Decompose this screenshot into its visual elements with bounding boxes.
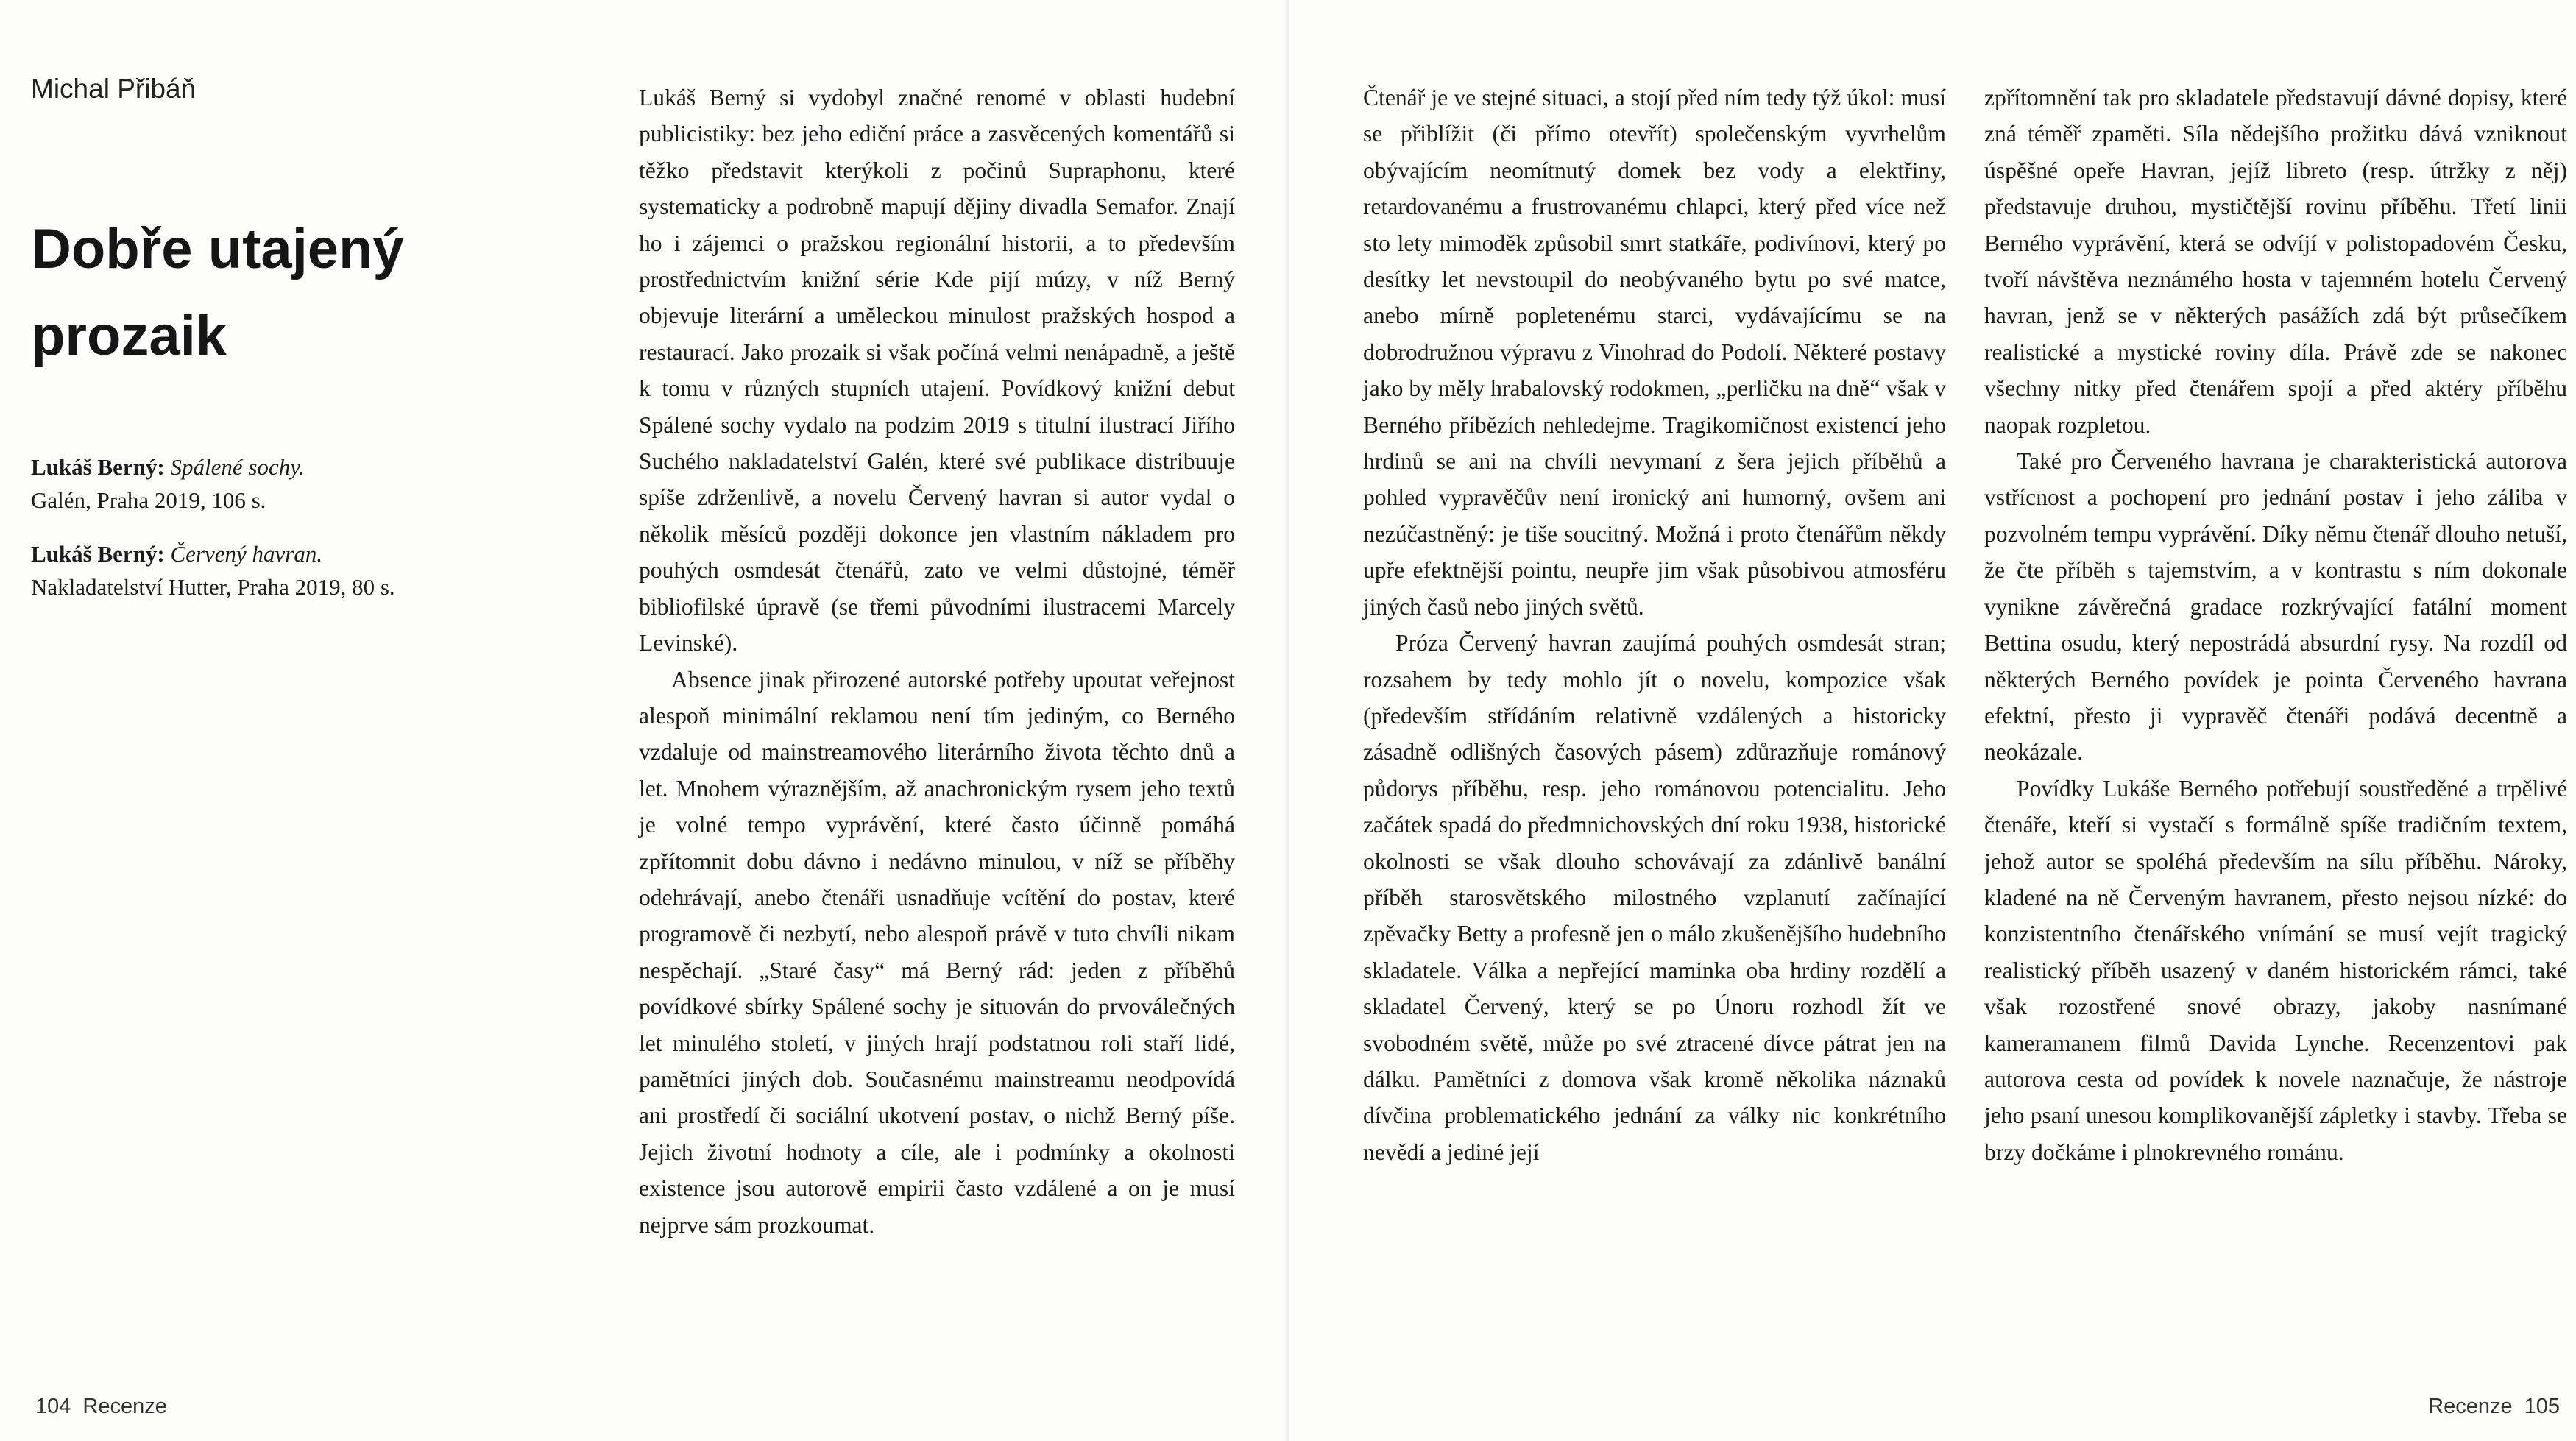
paragraph: zpřítomnění tak pro skladatele představují dávné dopisy, které zná téměř zpaměti. Síla nědejšího prožitku dává vzniknout úspěšné opeře Havran, jejíž libreto (resp. útržky z něj) představuje druhou, mystičtější rovinu příběhu. Třetí linii Berného vyprávění, která se odvíjí v polistopadovém Česku, tvoří návštěva neznámého hosta v tajemném hotelu Červený havran, jenž se v některých pasážích zdá být průsečíkem realistické a mystické roviny díla. Právě zde se nakonec všechny nitky před čtenářem spojí a před aktéry příběhu naopak rozpletou.	[1984, 85, 2567, 438]
text-column-3	[1984, 79, 2567, 1170]
book-author: Lukáš Berný:	[31, 541, 165, 567]
section-name: Recenze	[82, 1395, 167, 1418]
paragraph: Povídky Lukáše Berného potřebují soustředěné a trpělivé čtenáře, kteří si vystačí s formálně spíše tradičním textem, jehož autor se spoléhá především na sílu příběhu. Nároky, kladené na ně Červeným havranem, přesto nejsou nízké: do konzistentního čtenářského vnímání se musí vejít tragický realistický příběh usazený v daném historickém rámci, také však rozostřené snové obrazy, jakoby nasnímané kameramanem filmů Davida Lynche. Recenzentovi pak autorova cesta od povídek k novele naznačuje, že nástroje jeho psaní unesou komplikovanější zápletky i stavby. Třeba se brzy dočkáme i plnokrevného románu.	[1984, 775, 2567, 1165]
left-page	[0, 0, 1287, 1441]
text-column-2	[1363, 79, 1946, 1170]
paragraph: Absence jinak přirozené autorské potřeby upoutat veřejnost alespoň minimální reklamou není tím jediným, co Berného vzdaluje od mainstreamového literárního života těchto dnů a let. Mnohem výraznějším, až anachronickým rysem jeho textů je volné tempo vyprávění, které často účinně pomáhá zpřítomnit dobu dávno i nedávno minulou, v níž se příběhy odehrávají, anebo čtenáři usnadňuje vcítění do postav, které programově či nezbytí, nebo alespoň právě v tuto chvíli nikam nespěchají. „Staré časy“ má Berný rád: jeden z příběhů povídkové sbírky Spálené sochy je situován do prvoválečných let minulého století, v jiných hrají podstatnou roli staří lidé, pamětníci jiných dob. Současnému mainstreamu neodpovídá ani prostředí či sociální ukotvení postav, o nichž Berný píše. Jejich životní hodnoty a cíle, ale i podmínky a okolnosti existence jsou autorově empirii často vzdálené a on je musí nejprve sám prozkoumat.	[639, 666, 1235, 1238]
book-title: Spálené sochy.	[170, 454, 305, 480]
paragraph: Próza Červený havran zaujímá pouhých osmdesát stran; rozsahem by tedy mohlo jít o novelu, kompozice však (především střídáním relativně vzdálených a historicky zásadně odlišných časových pásem) zdůrazňuje románový půdorys příběhu, resp. jeho románovou potencialitu. Jeho začátek spadá do předmnichovských dní roku 1938, historické okolnosti se však dlouho schovávají za zdánlivě banální příběh starosvětského milostného vzplanutí začínající zpěvačky Betty a profesně jen o málo zkušenějšího hudebního skladatele. Válka a nepřející maminka oba hrdiny rozdělí a skladatel Červený, který se po Únoru rozhodl žít ve svobodném světě, může po své ztracené dívce pátrat jen na dálku. Pamětníci z domova však kromě několika náznaků dívčina problematického jednání za války nic konkrétního nevědí a jediné její	[1363, 630, 1946, 1165]
author-name: Michal Přibáň	[31, 74, 197, 104]
book-publisher: Galén, Praha 2019, 106 s.	[31, 487, 266, 513]
paragraph: Čtenář je ve stejné situaci, a stojí před ním tedy týž úkol: musí se přiblížit (či přímo otevřít) společenským vyvrhelům obývajícím neomítnutý domek bez vody a elektřiny, retardovanému a frustrovanému chlapci, který před více než sto lety mimoděk způsobil smrt statkáře, podivínovi, který po desítky let nevstoupil do neobývaného bytu po své matce, anebo mírně popletenému starci, vydávajícímu se na dobrodružnou výpravu z Vinohrad do Podolí. Některé postavy jako by měly hrabalovský rodokmen, „perličku na dně“ však v Berného příbězích nehledejme. Tragikomičnost existencí jeho hrdinů se ani na chvíli nevymaní z šera jejich příběhů a pohled vypravěčův není ironický ani humorný, ovšem ani nezúčastněný: je tiše soucitný. Možná i proto čtenářům někdy upře efektnější pointu, neupře jim však působivou atmosféru jiných časů nebo jiných světů.	[1363, 85, 1946, 620]
page-footer-right	[2428, 1395, 2560, 1419]
article-title: Dobře utajený prozaik	[31, 218, 404, 367]
page-footer-left	[35, 1395, 167, 1419]
book-author: Lukáš Berný:	[31, 454, 165, 480]
book-publisher: Nakladatelství Hutter, Praha 2019, 80 s.	[31, 574, 395, 600]
book-title: Červený havran.	[170, 541, 323, 567]
paragraph: Také pro Červeného havrana je charakteristická autorova vstřícnost a pochopení pro jednání postav i jeho záliba v pozvolném tempu vyprávění. Díky němu čtenář dlouho netuší, že čte příběh s tajemstvím, a v kontrastu s ním dokonale vynikne závěrečná gradace rozkrývající fatální moment Bettina osudu, který nepostrádá absurdní rysy. Na rozdíl od některých Berného povídek je pointa Červeného havrana efektní, přesto ji vypravěč čtenáři podává decentně a neokázale.	[1984, 448, 2567, 765]
section-name: Recenze	[2428, 1395, 2513, 1418]
page-number: 105	[2524, 1395, 2560, 1418]
book-info-2	[31, 537, 509, 603]
book-info-1	[31, 450, 509, 517]
paragraph: Lukáš Berný si vydobyl značné renomé v oblasti hudební publicistiky: bez jeho ediční práce a zasvěcených komentářů si těžko představit kterýkoli z počinů Supraphonu, které systematicky a podrobně mapují dějiny divadla Semafor. Znají ho i zájemci o pražskou regionální historii, a to především prostřednictvím knižní série Kde pijí múzy, v níž Berný objevuje literární a uměleckou minulost pražských hospod a restaurací. Jako prozaik si však počíná velmi nenápadně, a ještě k tomu v různých stupních utajení. Povídkový knižní debut Spálené sochy vydalo na podzim 2019 s titulní ilustrací Jiřího Suchého nakladatelství Galén, které své publikace distribuuje spíše zdrženlivě, a novelu Červený havran si autor vydal o několik měsíců později dokonce jen vlastním nákladem pro pouhých osmdesát čtenářů, zato ve velmi důstojné, téměř bibliofilské úpravě (se třemi původními ilustracemi Marcely Levinské).	[639, 85, 1235, 656]
page-number: 104	[35, 1395, 71, 1418]
text-column-1	[639, 79, 1235, 1243]
